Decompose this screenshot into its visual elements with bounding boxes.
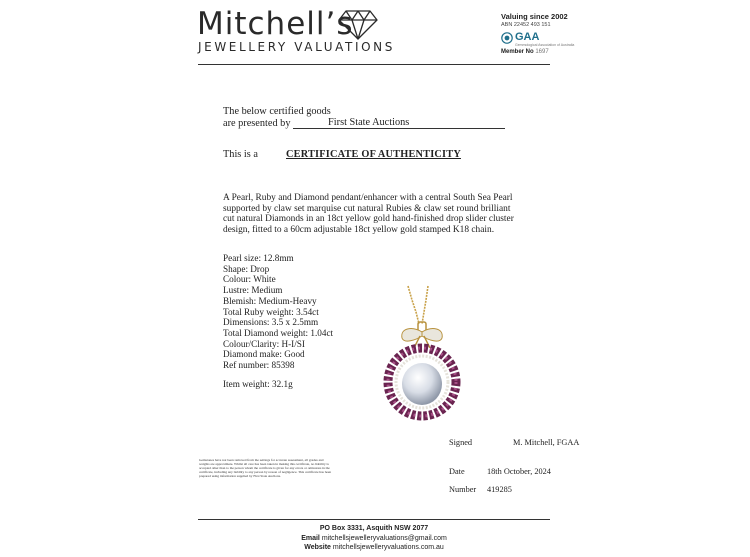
footer-address: PO Box 3331, Asquith NSW 2077: [319, 525, 429, 532]
description-line: supported by claw set marquise cut natural Rubies & claw set round brilliant: [223, 203, 511, 214]
diamond-logo-icon: [338, 8, 378, 40]
company-logo-title: Mitchell’s: [197, 6, 354, 42]
description-line: cut natural Diamonds in an 18ct yellow gold hand-finished drop slider cluster: [223, 214, 514, 225]
description-line: design, fitted to a 60cm adjustable 18ct yellow gold stamped K18 chain.: [223, 225, 495, 236]
footer-divider: [198, 519, 550, 520]
presented-by-label: are presented by: [223, 118, 291, 129]
date-value: 18th October, 2024: [487, 467, 551, 476]
date-label: Date: [449, 467, 465, 476]
spec-item: Total Ruby weight: 3.54ct: [223, 306, 319, 317]
valuing-since-text: Valuing since 2002: [501, 12, 568, 21]
spec-item: Lustre: Medium: [223, 285, 283, 296]
member-number-value: 1697: [535, 49, 549, 55]
spec-item: Total Diamond weight: 1.04ct: [223, 327, 334, 338]
spec-item: Blemish: Medium-Heavy: [223, 295, 317, 306]
email-label: Email: [301, 535, 320, 542]
description-line: A Pearl, Ruby and Diamond pendant/enhancer with a central South Sea Pearl: [223, 193, 513, 203]
signed-label: Signed: [449, 438, 473, 447]
spec-item: Diamond make: Good: [223, 349, 305, 360]
spec-item: Colour/Clarity: H-I/SI: [223, 338, 305, 349]
disclaimer-text: Gemstones have not been removed from the settings for accurate assessment, all grades and weights are approximate. Whilst all care has been taken in making this certificate, no liability is accepted other than to the person whom the certificate is given for any errors or omissions in the certificate, including any liability to any person by reason of negligence. This certificate has been prepared using information supplied by First State Auctions.: [199, 458, 332, 478]
this-is-a-label: This is a: [223, 149, 258, 160]
intro-line-2: [223, 117, 505, 129]
spec-item: Shape: Drop: [223, 263, 270, 274]
specification-list: [223, 253, 333, 371]
certificate-title: CERTIFICATE OF AUTHENTICITY: [286, 149, 461, 160]
signed-value: M. Mitchell, FGAA: [513, 438, 580, 447]
gaa-emblem-icon: [501, 32, 513, 44]
website-label: Website: [304, 544, 331, 551]
spec-item: Colour: White: [223, 274, 276, 285]
website-link[interactable]: mitchellsjewelleryvaluations.com.au: [332, 544, 444, 551]
footer-website: [198, 544, 550, 551]
presenter-underline: [293, 117, 505, 129]
item-description: [223, 193, 523, 236]
member-number: [501, 49, 549, 55]
abn-text: ABN 22452 493 151: [501, 22, 551, 28]
spec-item: Dimensions: 3.5 x 2.5mm: [223, 317, 319, 328]
presenter-name: First State Auctions: [328, 117, 410, 128]
pendant-photo: [378, 282, 488, 444]
number-value: 419285: [487, 485, 512, 494]
gaa-logo-text: GAA: [515, 31, 540, 43]
spec-item: Pearl size: 12.8mm: [223, 253, 294, 263]
number-label: Number: [449, 485, 477, 494]
member-label: Member No: [501, 49, 534, 55]
header-divider: [198, 64, 550, 65]
footer-email: [198, 535, 550, 542]
email-link[interactable]: mitchellsjewelleryvaluations@gmail.com: [321, 535, 447, 542]
item-weight: Item weight: 32.1g: [223, 379, 293, 389]
intro-line-1: The below certified goods: [223, 106, 331, 117]
gaa-subtitle: Gemmological Association of Australia: [515, 43, 575, 47]
company-logo-subtitle: JEWELLERY VALUATIONS: [198, 40, 395, 54]
spec-item: Ref number: 85398: [223, 360, 295, 371]
